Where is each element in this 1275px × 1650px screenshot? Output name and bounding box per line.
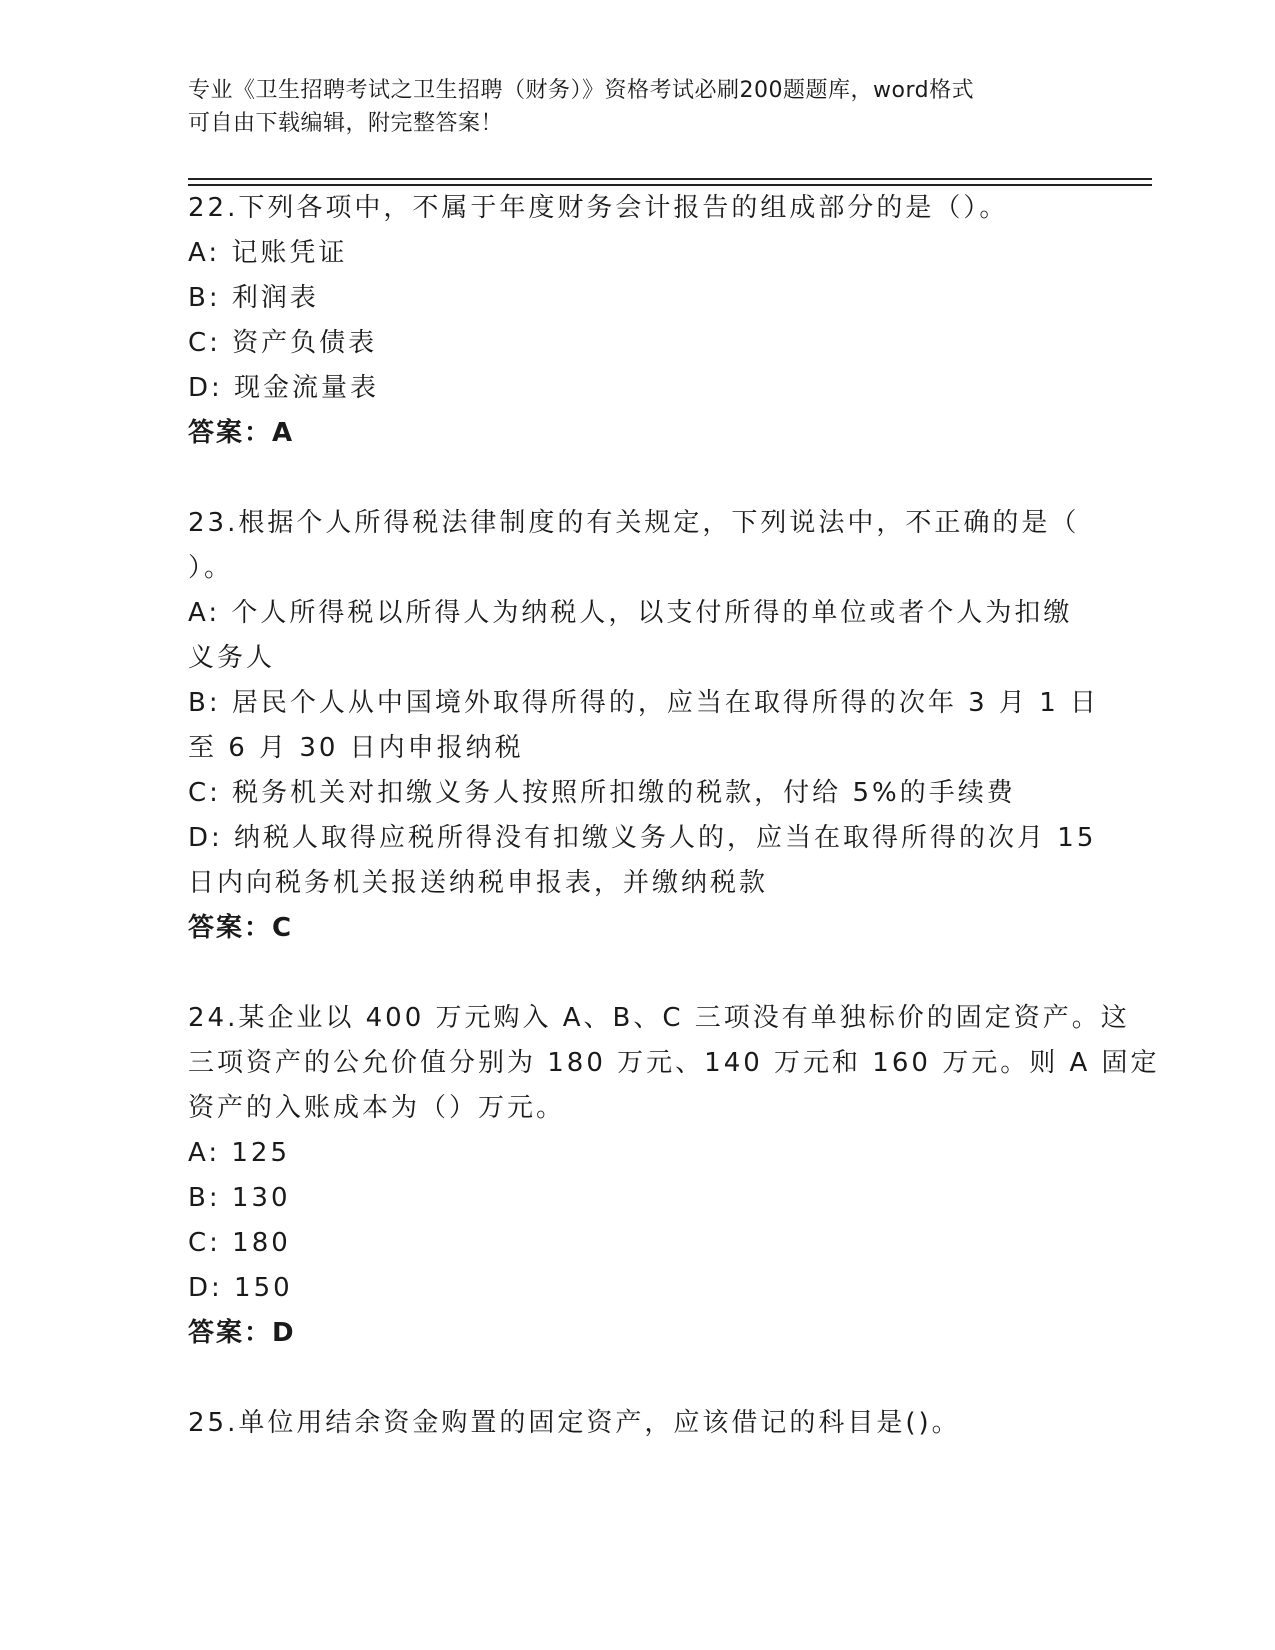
header-line-1: 专业《卫生招聘考试之卫生招聘（财务）》资格考试必刷200题题库，word格式 — [188, 78, 975, 103]
q24-option-a: A: 125 — [188, 1138, 290, 1168]
q22-answer: 答案：A — [188, 418, 295, 448]
q24-stem-line-3: 资产的入账成本为（）万元。 — [188, 1093, 566, 1123]
q23-option-a-line-2: 义务人 — [188, 643, 276, 673]
q23-stem-line-2: ）。 — [188, 553, 234, 583]
q23-stem-line-1: 23.根据个人所得税法律制度的有关规定，下列说法中，不正确的是（ — [188, 508, 1080, 538]
header-divider-bottom — [188, 184, 1152, 186]
q23-option-a-line-1: A: 个人所得税以所得人为纳税人，以支付所得的单位或者个人为扣缴 — [188, 598, 1073, 628]
q23-option-c: C: 税务机关对扣缴义务人按照所扣缴的税款，付给 5%的手续费 — [188, 778, 1016, 808]
q22-option-b: B: 利润表 — [188, 283, 319, 313]
header-line-2: 可自由下载编辑，附完整答案！ — [188, 111, 504, 136]
header-divider-top — [188, 178, 1152, 180]
q24-option-c: C: 180 — [188, 1228, 291, 1258]
q22-option-a: A: 记账凭证 — [188, 238, 348, 268]
q24-stem-line-2: 三项资产的公允价值分别为 180 万元、140 万元和 160 万元。则 A 固定 — [188, 1048, 1160, 1078]
q24-option-b: B: 130 — [188, 1183, 291, 1213]
q25-stem: 25.单位用结余资金购置的固定资产，应该借记的科目是()。 — [188, 1408, 961, 1438]
q22-stem: 22.下列各项中，不属于年度财务会计报告的组成部分的是（）。 — [188, 193, 1009, 223]
q22-option-c: C: 资产负债表 — [188, 328, 378, 358]
q23-option-d-line-2: 日内向税务机关报送纳税申报表，并缴纳税款 — [188, 868, 769, 898]
q24-option-d: D: 150 — [188, 1273, 293, 1303]
q23-option-b-line-1: B: 居民个人从中国境外取得所得的，应当在取得所得的次年 3 月 1 日 — [188, 688, 1100, 718]
q23-answer: 答案：C — [188, 913, 294, 943]
q24-stem-line-1: 24.某企业以 400 万元购入 A、B、C 三项没有单独标价的固定资产。这 — [188, 1003, 1130, 1033]
document-header — [188, 74, 1068, 140]
q22-option-d: D: 现金流量表 — [188, 373, 380, 403]
q23-option-b-line-2: 至 6 月 30 日内申报纳税 — [188, 733, 524, 763]
q23-option-d-line-1: D: 纳税人取得应税所得没有扣缴义务人的，应当在取得所得的次月 15 — [188, 823, 1097, 853]
q24-answer: 答案：D — [188, 1318, 296, 1348]
